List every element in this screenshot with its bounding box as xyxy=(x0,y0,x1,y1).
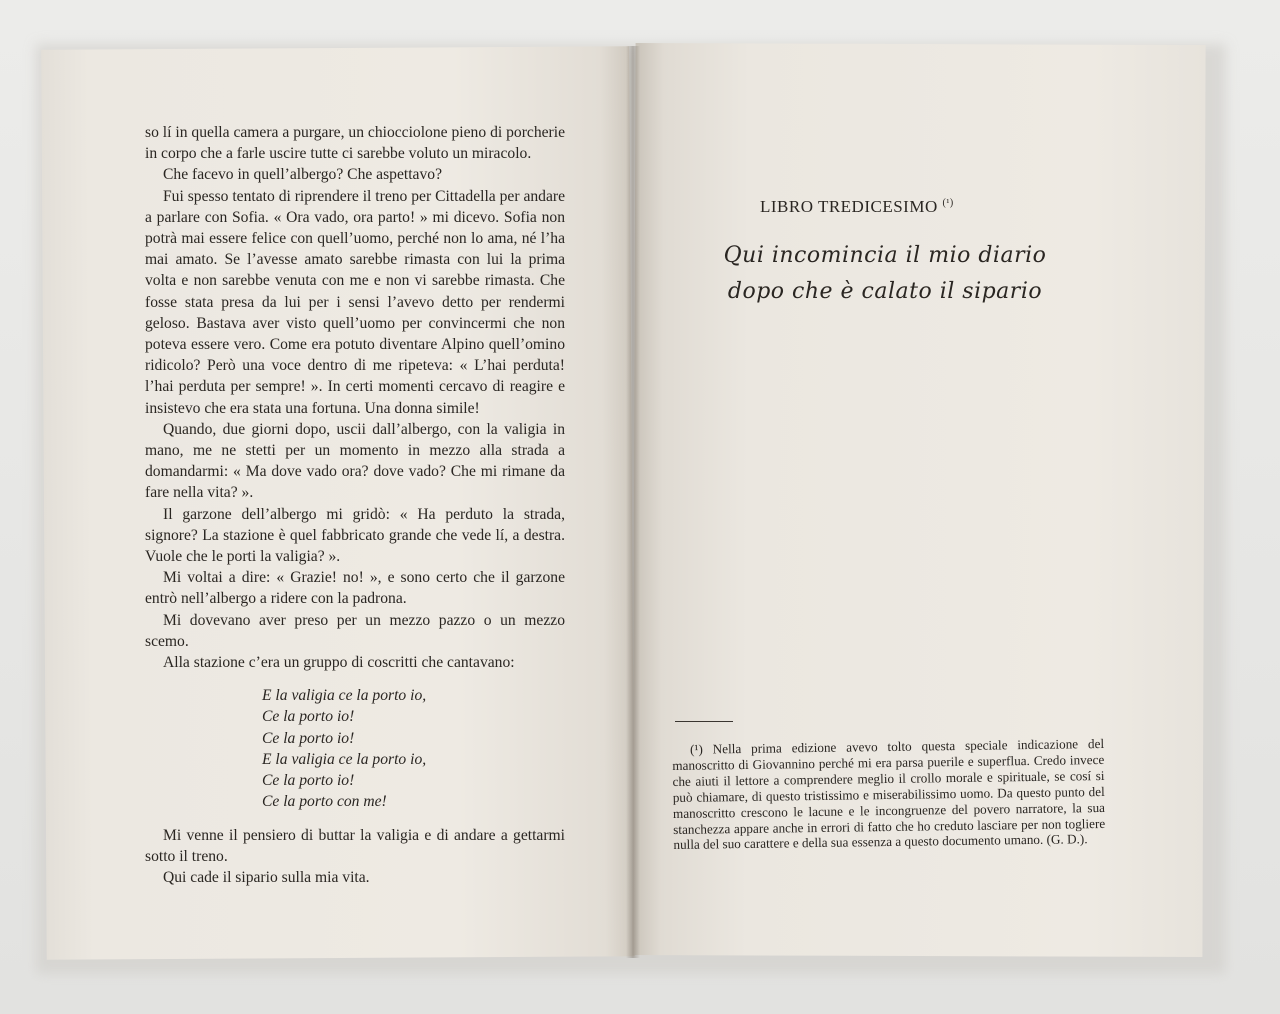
paragraph: Mi dovevano aver preso per un mezzo pazzo o un mezzo scemo. xyxy=(145,611,565,650)
book-gutter xyxy=(626,46,640,958)
verse-line: Ce la porto con me! xyxy=(262,793,387,811)
paragraph: Quando, due giorni dopo, uscii dall’albergo, con la valigia in mano, me ne stetti per un momento in mezzo alla strada a domandarmi: « Ma dove vado ora? dove vado? Che mi rimane da fare nella vita? ». xyxy=(145,420,565,502)
paragraph: Fui spesso tentato di riprendere il treno per Cittadella per andare a parlare con Sofia. « Ora vado, ora parto! » mi dicevo. Sofia non potrà mai essere felice con quell’uomo, perché non lo ama, né l’ha mai amato. Se l’avesse amato sarebbe rimasta con lui la prima volta e non sarebbe venuta con me e non vi sarebbe rimasta. Che fosse stata presa da lui per i sensi l’avevo detto per rendermi geloso. Bastava aver visto quell’uomo per convincermi che non poteva essere vero. Come era potuto diventare Alpino quell’omino ridicolo? Però una voce dentro di me ripeteva: « L’hai perduta! l’hai perduta per sempre! ». In certi momenti cercavo di reagire e insistevo che era stata una fortuna. Una donna simile! xyxy=(145,187,565,417)
verse-line: E la valigia ce la porto io, xyxy=(262,750,427,768)
footnote-mark: (¹) xyxy=(942,197,954,209)
paragraph: Mi venne il pensiero di buttar la valigia e di andare a gettarmi sotto il treno. xyxy=(145,826,565,865)
chapter-title-text: LIBRO TREDICESIMO xyxy=(760,197,938,216)
chapter-subtitle xyxy=(690,238,1080,310)
subtitle-line: Qui incomincia il mio diario xyxy=(723,243,1047,268)
song-verse xyxy=(262,685,565,812)
paragraph: so lí in quella camera a purgare, un chiocciolone pieno di porcherie in corpo che a farle uscire tutte ci sarebbe voluto un miracolo. xyxy=(145,124,565,163)
paragraph: Il garzone dell’albergo mi gridò: « Ha perduto la strada, signore? La stazione è quel fabbricato grande che vede lí, a destra. Vuole che le porti la valigia? ». xyxy=(145,505,565,566)
paragraph: Alla stazione c’era un gruppo di coscritti che cantavano: xyxy=(163,654,515,672)
left-page-text xyxy=(145,122,565,888)
footnote-rule xyxy=(675,721,733,722)
verse-line: E la valigia ce la porto io, xyxy=(262,687,427,705)
paragraph: Che facevo in quell’albergo? Che aspettavo? xyxy=(163,166,442,184)
subtitle-line: dopo che è calato il sipario xyxy=(727,279,1043,304)
paragraph: Qui cade il sipario sulla mia vita. xyxy=(163,868,370,886)
verse-line: Ce la porto io! xyxy=(262,772,355,790)
paragraph: Mi voltai a dire: « Grazie! no! », e sono certo che il garzone entrò nell’albergo a ridere con la padrona. xyxy=(145,569,565,608)
chapter-title xyxy=(760,197,954,217)
footnote-text: (¹) Nella prima edizione avevo tolto questa speciale indicazione del manoscritto di Giovannino perché mi era parsa puerile e superflua. Credo invece che aiuti il lettore a comprendere meglio il crollo morale e spirituale, se cosí si può chiamare, di questo tristissimo e miserabilissimo uomo. Da questo punto del manoscritto crescono le lacune e le incongruenze del povero narratore, la sua stanchezza appare anche in errori di fatto che ho creduto lasciare per non togliere nulla del suo carattere e della sua essenza a questo documento umano. (G. D.). xyxy=(672,735,1106,853)
verse-line: Ce la porto io! xyxy=(262,729,355,747)
footnote xyxy=(672,736,1106,853)
verse-line: Ce la porto io! xyxy=(262,708,355,726)
